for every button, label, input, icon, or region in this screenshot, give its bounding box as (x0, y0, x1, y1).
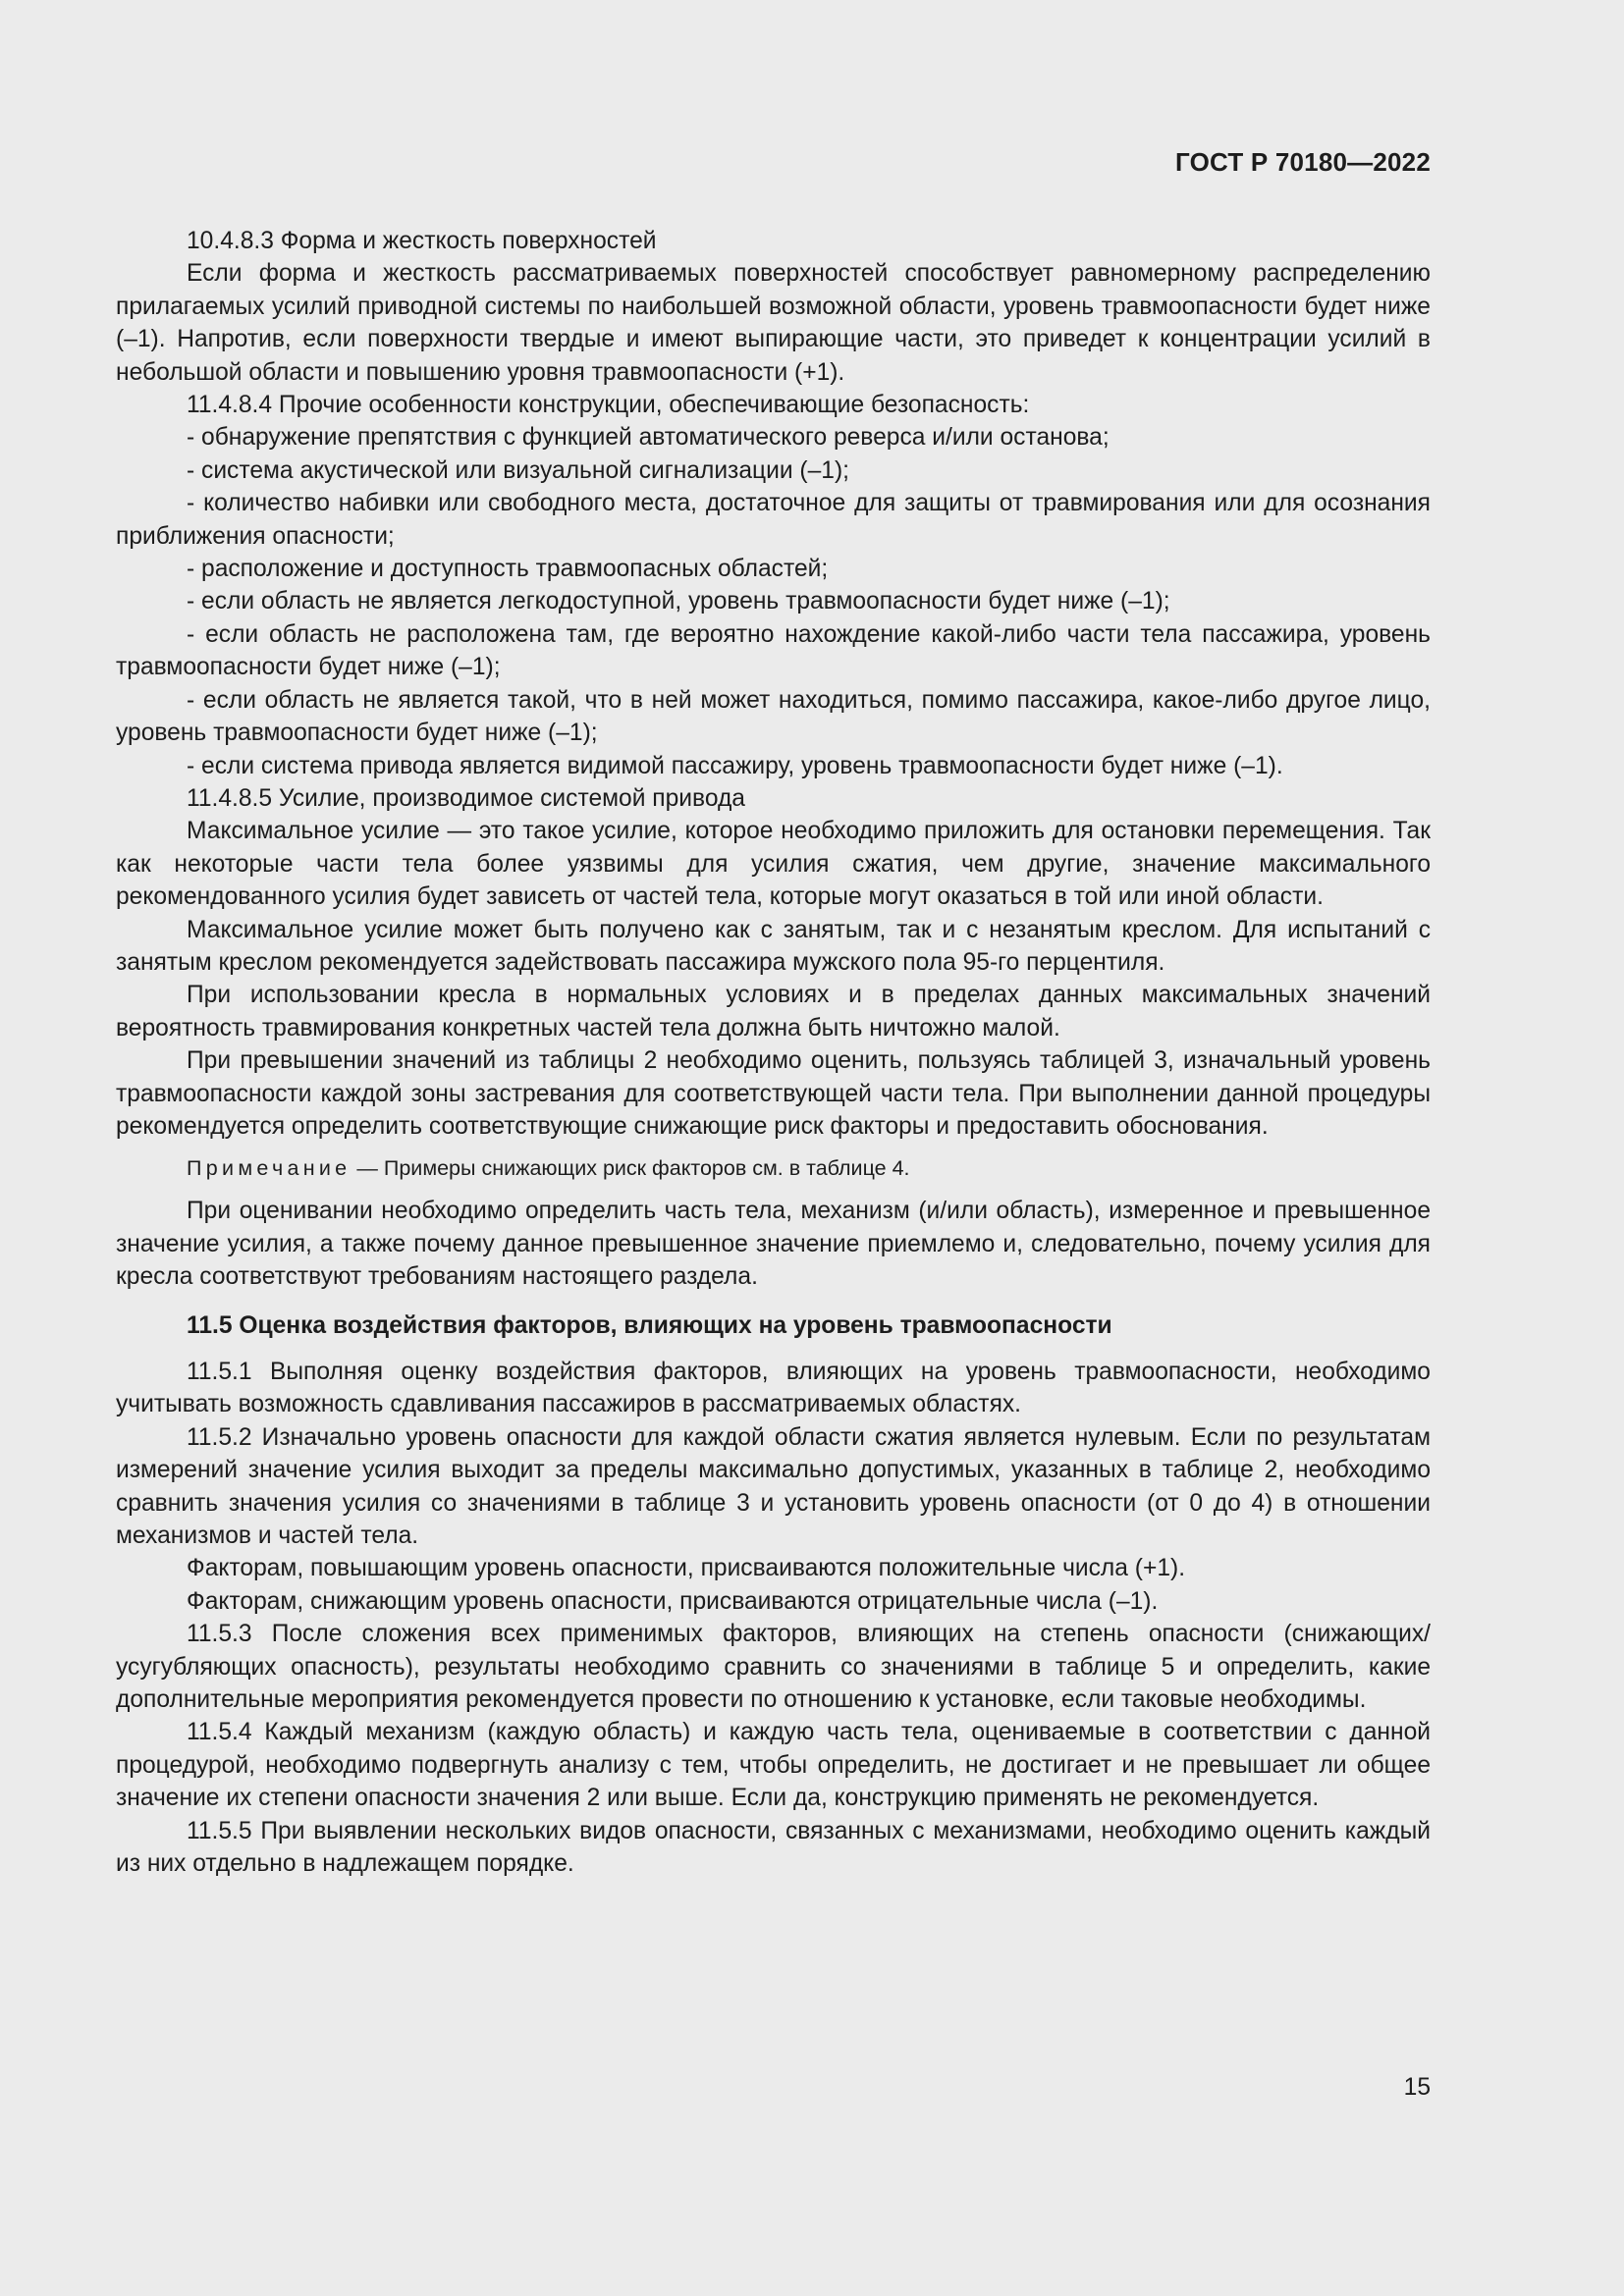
paragraph: 11.5.3 После сложения всех применимых факторов, влияющих на степень опасности (снижающих/усугубляющих опасность), результаты необходимо сравнить со значениями в таблице 5 и определить, какие дополнительные мероприятия рекомендуется провести по отношению к установке, если таковые необходимы. (116, 1621, 1431, 1714)
paragraph: 11.5.2 Изначально уровень опасности для каждой области сжатия является нулевым. Если по результатам измерений значение усилия выходит за пределы максимально допустимых, указанных в таблице 2, необходимо сравнить значения усилия со значениями в таблице 3 и установить уровень опасности (от 0 до 4) в отношении механизмов и частей тела. (116, 1423, 1431, 1550)
list-item: - система акустической или визуальной сигнализации (–1); (187, 456, 849, 484)
paragraph: Если форма и жесткость рассматриваемых поверхностей способствует равномерному распределению прилагаемых усилий приводной системы по наибольшей возможной области, уровень травмоопасности будет ниже (–1). Напротив, если поверхности твердые и имеют выпирающие части, это приведет к концентрации усилий в небольшой области и повышению уровня травмоопасности (+1). (116, 260, 1431, 386)
document-body (116, 225, 1431, 1881)
document-header: ГОСТ Р 70180—2022 (1175, 147, 1431, 177)
paragraph: 11.4.8.4 Прочие особенности конструкции, обеспечивающие безопасность: (187, 392, 1030, 419)
paragraph: Максимальное усилие — это такое усилие, которое необходимо приложить для остановки перемещения. Так как некоторые части тела более уязвимы для усилия сжатия, чем другие, значение максимального рекомендованного усилия будет зависеть от частей тела, которые могут оказаться в той или иной области. (116, 818, 1431, 911)
note-label: Примечание (187, 1156, 352, 1181)
section-heading: 11.5 Оценка воздействия факторов, влияющих на уровень травмоопасности (187, 1311, 1112, 1339)
paragraph: 11.5.4 Каждый механизм (каждую область) и каждую часть тела, оцениваемые в соответствии с данной процедурой, необходимо подвергнуть анализу с тем, чтобы определить, не достигает и не превышает ли общее значение их степени опасности значения 2 или выше. Если да, конструкцию применять не рекомендуется. (116, 1719, 1431, 1812)
note (116, 1152, 1431, 1185)
paragraph: 10.4.8.3 Форма и жесткость поверхностей (187, 228, 657, 254)
note-text: — Примеры снижающих риск факторов см. в таблице 4. (351, 1156, 910, 1181)
list-item: - если область не расположена там, где вероятно нахождение какой-либо части тела пассажира, уровень травмоопасности будет ниже (–1); (116, 620, 1431, 681)
paragraph: При оценивании необходимо определить часть тела, механизм (и/или область), измеренное и превышенное значение усилия, а также почему данное превышенное значение приемлемо и, следовательно, почему усилия для кресла соответствуют требованиям настоящего раздела. (116, 1198, 1431, 1291)
list-item: - расположение и доступность травмоопасных областей; (187, 556, 829, 583)
paragraph: При использовании кресла в нормальных условиях и в пределах данных максимальных значений вероятность травмирования конкретных частей тела должна быть ничтожно малой. (116, 982, 1431, 1041)
paragraph: Факторам, повышающим уровень опасности, присваиваются положительные числа (+1). (187, 1555, 1186, 1582)
paragraph: Максимальное усилие может быть получено как с занятым, так и с незанятым креслом. Для испытаний с занятым креслом рекомендуется задействовать пассажира мужского пола 95-го перцентиля. (116, 916, 1431, 976)
paragraph: 11.5.1 Выполняя оценку воздействия факторов, влияющих на уровень травмоопасности, необходимо учитывать возможность сдавливания пассажиров в рассматриваемых областях. (116, 1359, 1431, 1418)
list-item: - если область не является легкодоступной, уровень травмоопасности будет ниже (–1); (187, 588, 1170, 615)
list-item: - если система привода является видимой пассажиру, уровень травмоопасности будет ниже (–1). (187, 752, 1283, 779)
list-item: - обнаружение препятствия с функцией автоматического реверса и/или останова; (187, 424, 1110, 452)
list-item: - количество набивки или свободного места, достаточное для защиты от травмирования или для осознания приближения опасности; (116, 490, 1431, 550)
paragraph: При превышении значений из таблицы 2 необходимо оценить, пользуясь таблицей 3, изначальный уровень травмоопасности каждой зоны застревания для соответствующей части тела. При выполнении данной процедуры рекомендуется определить соответствующие снижающие риск факторы и предоставить обоснования. (116, 1047, 1431, 1140)
page-number: 15 (1403, 2074, 1431, 2101)
list-item: - если область не является такой, что в ней может находиться, помимо пассажира, какое-либо другое лицо, уровень травмоопасности будет ниже (–1); (116, 686, 1431, 747)
paragraph: 11.5.5 При выявлении нескольких видов опасности, связанных с механизмами, необходимо оценить каждый из них отдельно в надлежащем порядке. (116, 1817, 1431, 1878)
paragraph: 11.4.8.5 Усилие, производимое системой привода (187, 784, 745, 812)
paragraph: Факторам, снижающим уровень опасности, присваиваются отрицательные числа (–1). (187, 1587, 1159, 1615)
